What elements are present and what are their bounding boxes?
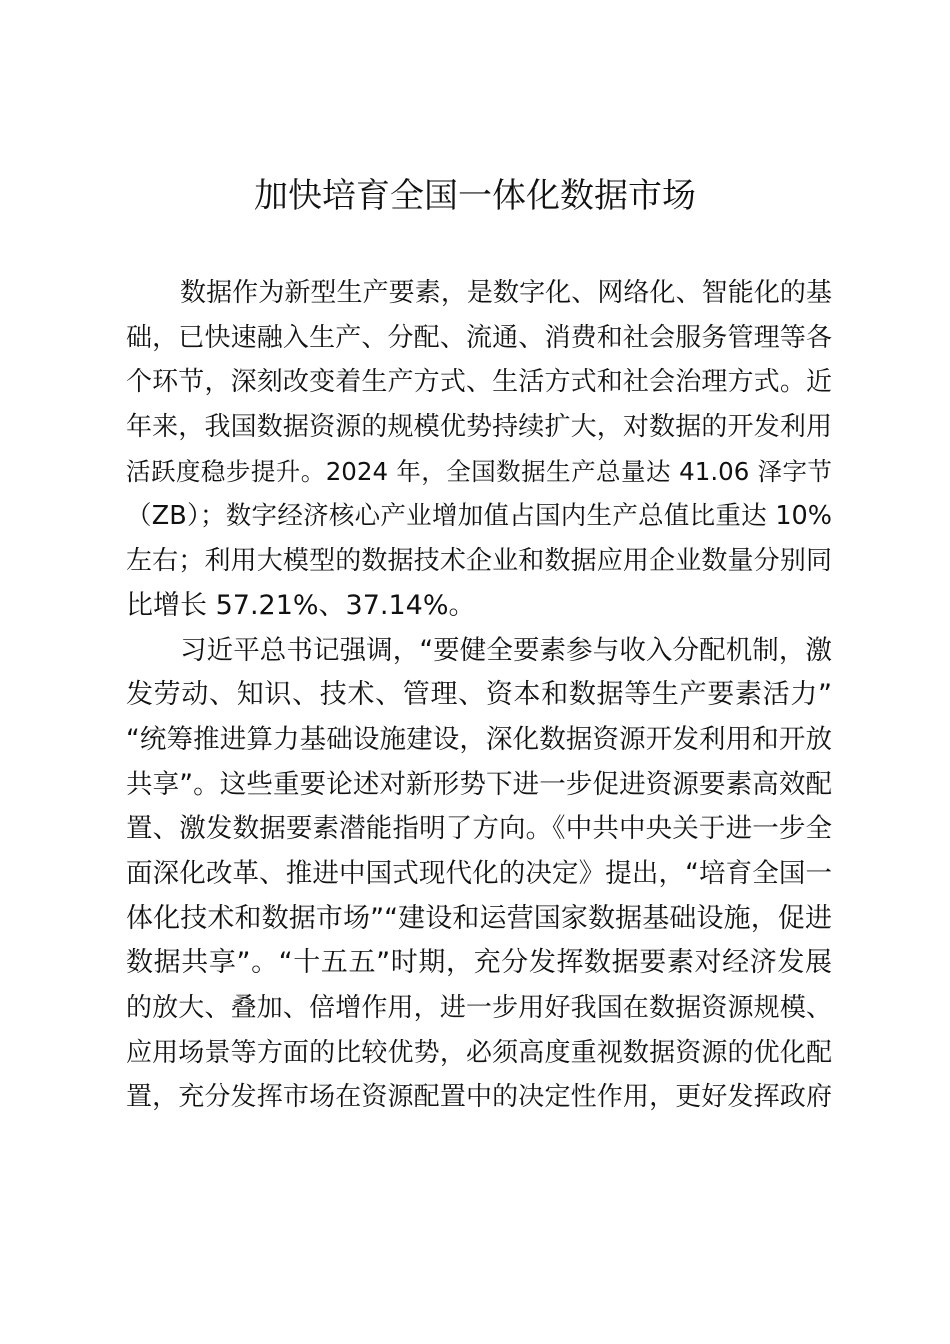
paragraph-line: 活跃度稳步提升。2024 年，全国数据生产总量达 41.06 泽字节 <box>126 456 832 486</box>
paragraph-2 <box>126 629 832 1121</box>
paragraph-line: 共享”。这些重要论述对新形势下进一步促进资源要素高效配 <box>126 768 832 800</box>
paragraph-line: “统筹推进算力基础设施建设，深化数据资源开发利用和开放 <box>126 723 832 755</box>
document-body <box>126 271 832 1120</box>
paragraph-1 <box>126 271 832 629</box>
paragraph-line: 础，已快速融入生产、分配、流通、消费和社会服务管理等各 <box>126 322 832 353</box>
paragraph-line: 数据作为新型生产要素，是数字化、网络化、智能化的基 <box>180 278 832 308</box>
paragraph-line: 左右；利用大模型的数据技术企业和数据应用企业数量分别同 <box>126 546 832 577</box>
paragraph-line: 体化技术和数据市场”“建设和运营国家数据基础设施，促进 <box>126 902 832 934</box>
paragraph-line: 数据共享”。“十五五”时期，充分发挥数据要素对经济发展 <box>126 947 832 979</box>
paragraph-line: 发劳动、知识、技术、管理、资本和数据等生产要素活力” <box>126 679 832 711</box>
paragraph-line: 个环节，深刻改变着生产方式、生活方式和社会治理方式。近 <box>126 367 832 398</box>
paragraph-line: 的放大、叠加、倍增作用，进一步用好我国在数据资源规模、 <box>126 993 832 1023</box>
paragraph-line: 置、激发数据要素潜能指明了方向。《中共中央关于进一步全 <box>126 813 832 845</box>
paragraph-line: 置，充分发挥市场在资源配置中的决定性作用，更好发挥政府 <box>126 1082 832 1113</box>
paragraph-line: 应用场景等方面的比较优势，必须高度重视数据资源的优化配 <box>126 1037 832 1068</box>
paragraph-line: （ZB）；数字经济核心产业增加值占国内生产总值比重达 10% <box>126 501 832 532</box>
paragraph-line: 比增长 57.21%、37.14%。 <box>126 589 476 621</box>
paragraph-line: 面深化改革、推进中国式现代化的决定》提出，“培育全国一 <box>126 857 832 889</box>
paragraph-line: 习近平总书记强调，“要健全要素参与收入分配机制，激 <box>180 634 832 666</box>
document-title: 加快培育全国一体化数据市场 <box>254 176 696 216</box>
paragraph-line: 年来，我国数据资源的规模优势持续扩大，对数据的开发利用 <box>126 412 832 443</box>
